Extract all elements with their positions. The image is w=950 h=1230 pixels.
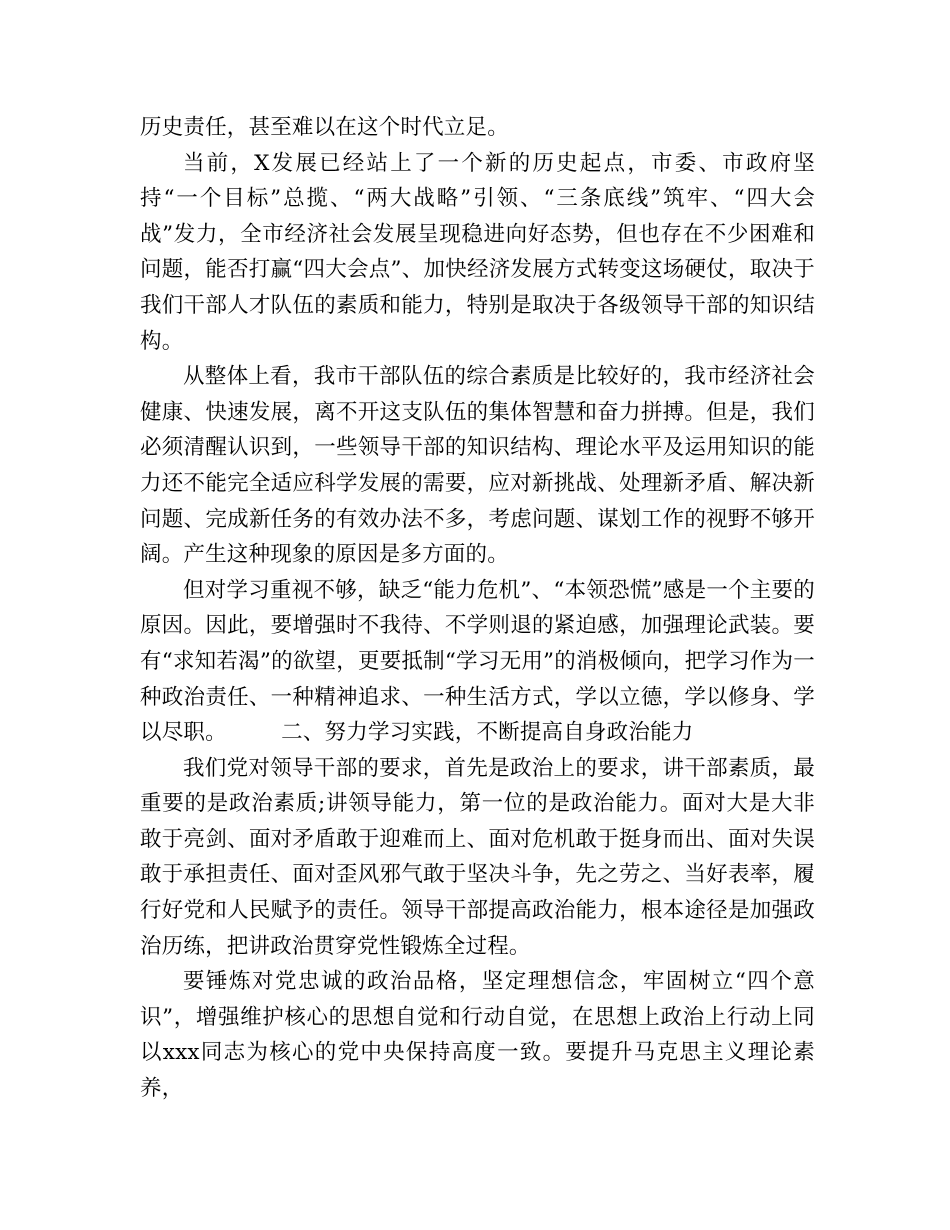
paragraph-5: 我们党对领导干部的要求，首先是政治上的要求，讲干部素质，最重要的是政治素质;讲领导能力，第一位的是政治能力。面对大是大非敢于亮剑、面对矛盾敢于迎难而上、面对危机敢于挺身而出、面对失误敢于承担责任、面对歪风邪气敢于坚决斗争，先之劳之、当好表率，履行好党和人民赋予的责任。领导干部提高政治能力，根本途径是加强政治历练，把讲政治贯穿党性锻炼全过程。 <box>140 755 815 959</box>
paragraph-2: 当前，X发展已经站上了一个新的历史起点，市委、市政府坚持“一个目标”总揽、“两大战略”引领、“三条底线”筑牢、“四大会战”发力，全市经济社会发展呈现稳进向好态势，但也存在不少困难和问题，能否打赢“四大会点”、加快经济发展方式转变这场硬仗，取决于我们干部人才队伍的素质和能力，特别是取决于各级领导干部的知识结构。 <box>140 150 815 354</box>
paragraph-4: 但对学习重视不够，缺乏“能力危机”、“本领恐慌”感是一个主要的原因。因此，要增强时不我待、不学则退的紧迫感，加强理论武装。要有“求知若渴”的欲望，更要抵制“学习无用”的消极倾向，把学习作为一种政治责任、一种精神追求、一种生活方式，学以立德，学以修身、学以尽职。 二、努力学习实践，不断提高自身政治能力 <box>140 577 815 746</box>
paragraph-1: 历史责任，甚至难以在这个时代立足。 <box>140 115 509 140</box>
document-body <box>140 110 815 1107</box>
paragraph-6: 要锤炼对党忠诚的政治品格，坚定理想信念，牢固树立“四个意识”，增强维护核心的思想自觉和行动自觉，在思想上政治上行动上同以xxx同志为核心的党中央保持高度一致。要提升马克思主义理论素养， <box>140 969 815 1102</box>
paragraph-3: 从整体上看，我市干部队伍的综合素质是比较好的，我市经济社会健康、快速发展，离不开这支队伍的集体智慧和奋力拼搏。但是，我们必须清醒认识到，一些领导干部的知识结构、理论水平及运用知识的能力还不能完全适应科学发展的需要，应对新挑战、处理新矛盾、解决新问题、完成新任务的有效办法不多，考虑问题、谋划工作的视野不够开阔。产生这种现象的原因是多方面的。 <box>140 364 815 568</box>
